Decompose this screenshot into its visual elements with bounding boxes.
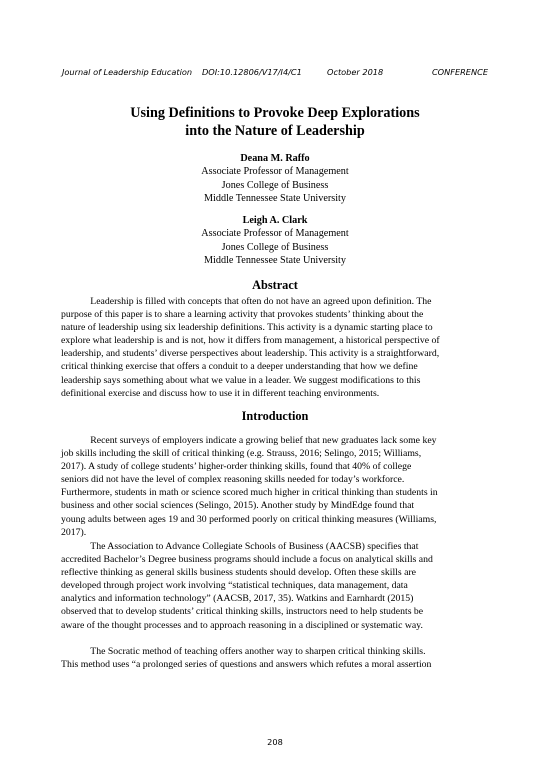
- text-line: definitional exercise and discuss how to use it in different teaching environments.: [61, 387, 380, 399]
- text-line: Recent surveys of employers indicate a growing belief that new graduates lack some key: [61, 435, 437, 446]
- text-line: This method uses “a prolonged series of questions and answers which refutes a moral assertion: [61, 659, 432, 671]
- title-line-1: Using Definitions to Provoke Deep Explorations: [130, 105, 420, 121]
- text-line: Leadership is filled with concepts that often do not have an agreed upon definition. The: [61, 296, 432, 307]
- author-name: Deana M. Raffo: [240, 153, 310, 164]
- text-line: aware of the thought processes and to approach reasoning in a disciplined or systematic way.: [61, 619, 423, 631]
- text-line: job skills including the skill of critical thinking (e.g. Strauss, 2016; Selingo, 2015; Williams,: [61, 448, 422, 460]
- paper-title: [60, 104, 490, 140]
- doi: DOI:10.12806/V17/I4/C1: [202, 67, 302, 77]
- introduction-heading: Introduction: [241, 409, 309, 423]
- text-line: nature of leadership using six leadership definitions. This activity is a dynamic starting place to: [61, 322, 433, 334]
- text-line: young adults between ages 19 and 30 performed poorly on critical thinking measures (Williams,: [61, 513, 437, 525]
- text-line: critical thinking exercise that offers a conduit to a deeper understanding that how we define: [61, 361, 418, 373]
- journal-name: Journal of Leadership Education: [62, 67, 193, 77]
- text-line: 2017). A study of college students’ higher-order thinking skills, found that 40% of college: [61, 461, 412, 473]
- author-position: Associate Professor of Management: [201, 166, 349, 178]
- text-line: analytics and information technology” (AACSB, 2017, 35). Watkins and Earnhardt (2015): [61, 593, 414, 605]
- text-line: leadership, and students’ diverse perspectives about leadership. This activity is a straightforward,: [61, 348, 440, 360]
- author-college: Jones College of Business: [221, 179, 329, 191]
- abstract-heading: Abstract: [252, 278, 298, 292]
- title-line-2: into the Nature of Leadership: [185, 123, 365, 139]
- running-header: [62, 67, 488, 81]
- author-list: [60, 152, 490, 276]
- article-type: CONFERENCE: [431, 67, 488, 77]
- issue-date: October 2018: [327, 67, 384, 77]
- text-line: purpose of this paper is to share a learning activity that provokes students’ thinking about the: [61, 309, 424, 321]
- author-position: Associate Professor of Management: [201, 228, 349, 240]
- body-paragraph: [61, 540, 489, 632]
- text-line: observed that to develop students’ critical thinking skills, instructors need to help students be: [61, 606, 424, 618]
- text-line: 2017).: [61, 526, 87, 538]
- author-name: Leigh A. Clark: [242, 215, 308, 227]
- author-block: [60, 214, 490, 267]
- text-line: Furthermore, students in math or science scored much higher in critical thinking than students in: [61, 487, 438, 499]
- text-line: reflective thinking as general skills business students should develop. Often these skills are: [61, 567, 416, 579]
- text-line: leadership says something about what we value in a leader. We suggest modifications to this: [61, 374, 421, 386]
- page-number: 208: [267, 737, 283, 747]
- abstract-paragraph: [61, 295, 489, 400]
- author-block: [60, 152, 490, 205]
- text-line: business and other social sciences (Selingo, 2015). Another study by MindEdge found that: [61, 500, 415, 512]
- author-university: Middle Tennessee State University: [204, 255, 346, 267]
- text-line: explore what leadership is and is not, how it differs from management, a historical perspective of: [61, 335, 440, 347]
- author-university: Middle Tennessee State University: [204, 192, 346, 204]
- text-line: The Socratic method of teaching offers another way to sharpen critical thinking skills.: [61, 646, 426, 657]
- text-line: accredited Bachelor’s Degree business programs should include a focus on analytical skills and: [61, 554, 433, 566]
- body-paragraph: [61, 434, 489, 539]
- text-line: seniors did not have the level of complex reasoning skills needed for today’s workforce.: [61, 474, 405, 486]
- body-paragraph: [61, 645, 489, 671]
- text-line: The Association to Advance Collegiate Schools of Business (AACSB) specifies that: [61, 541, 419, 552]
- author-college: Jones College of Business: [221, 241, 329, 253]
- text-line: developed through project work involving “statistical techniques, data management, data: [61, 580, 408, 592]
